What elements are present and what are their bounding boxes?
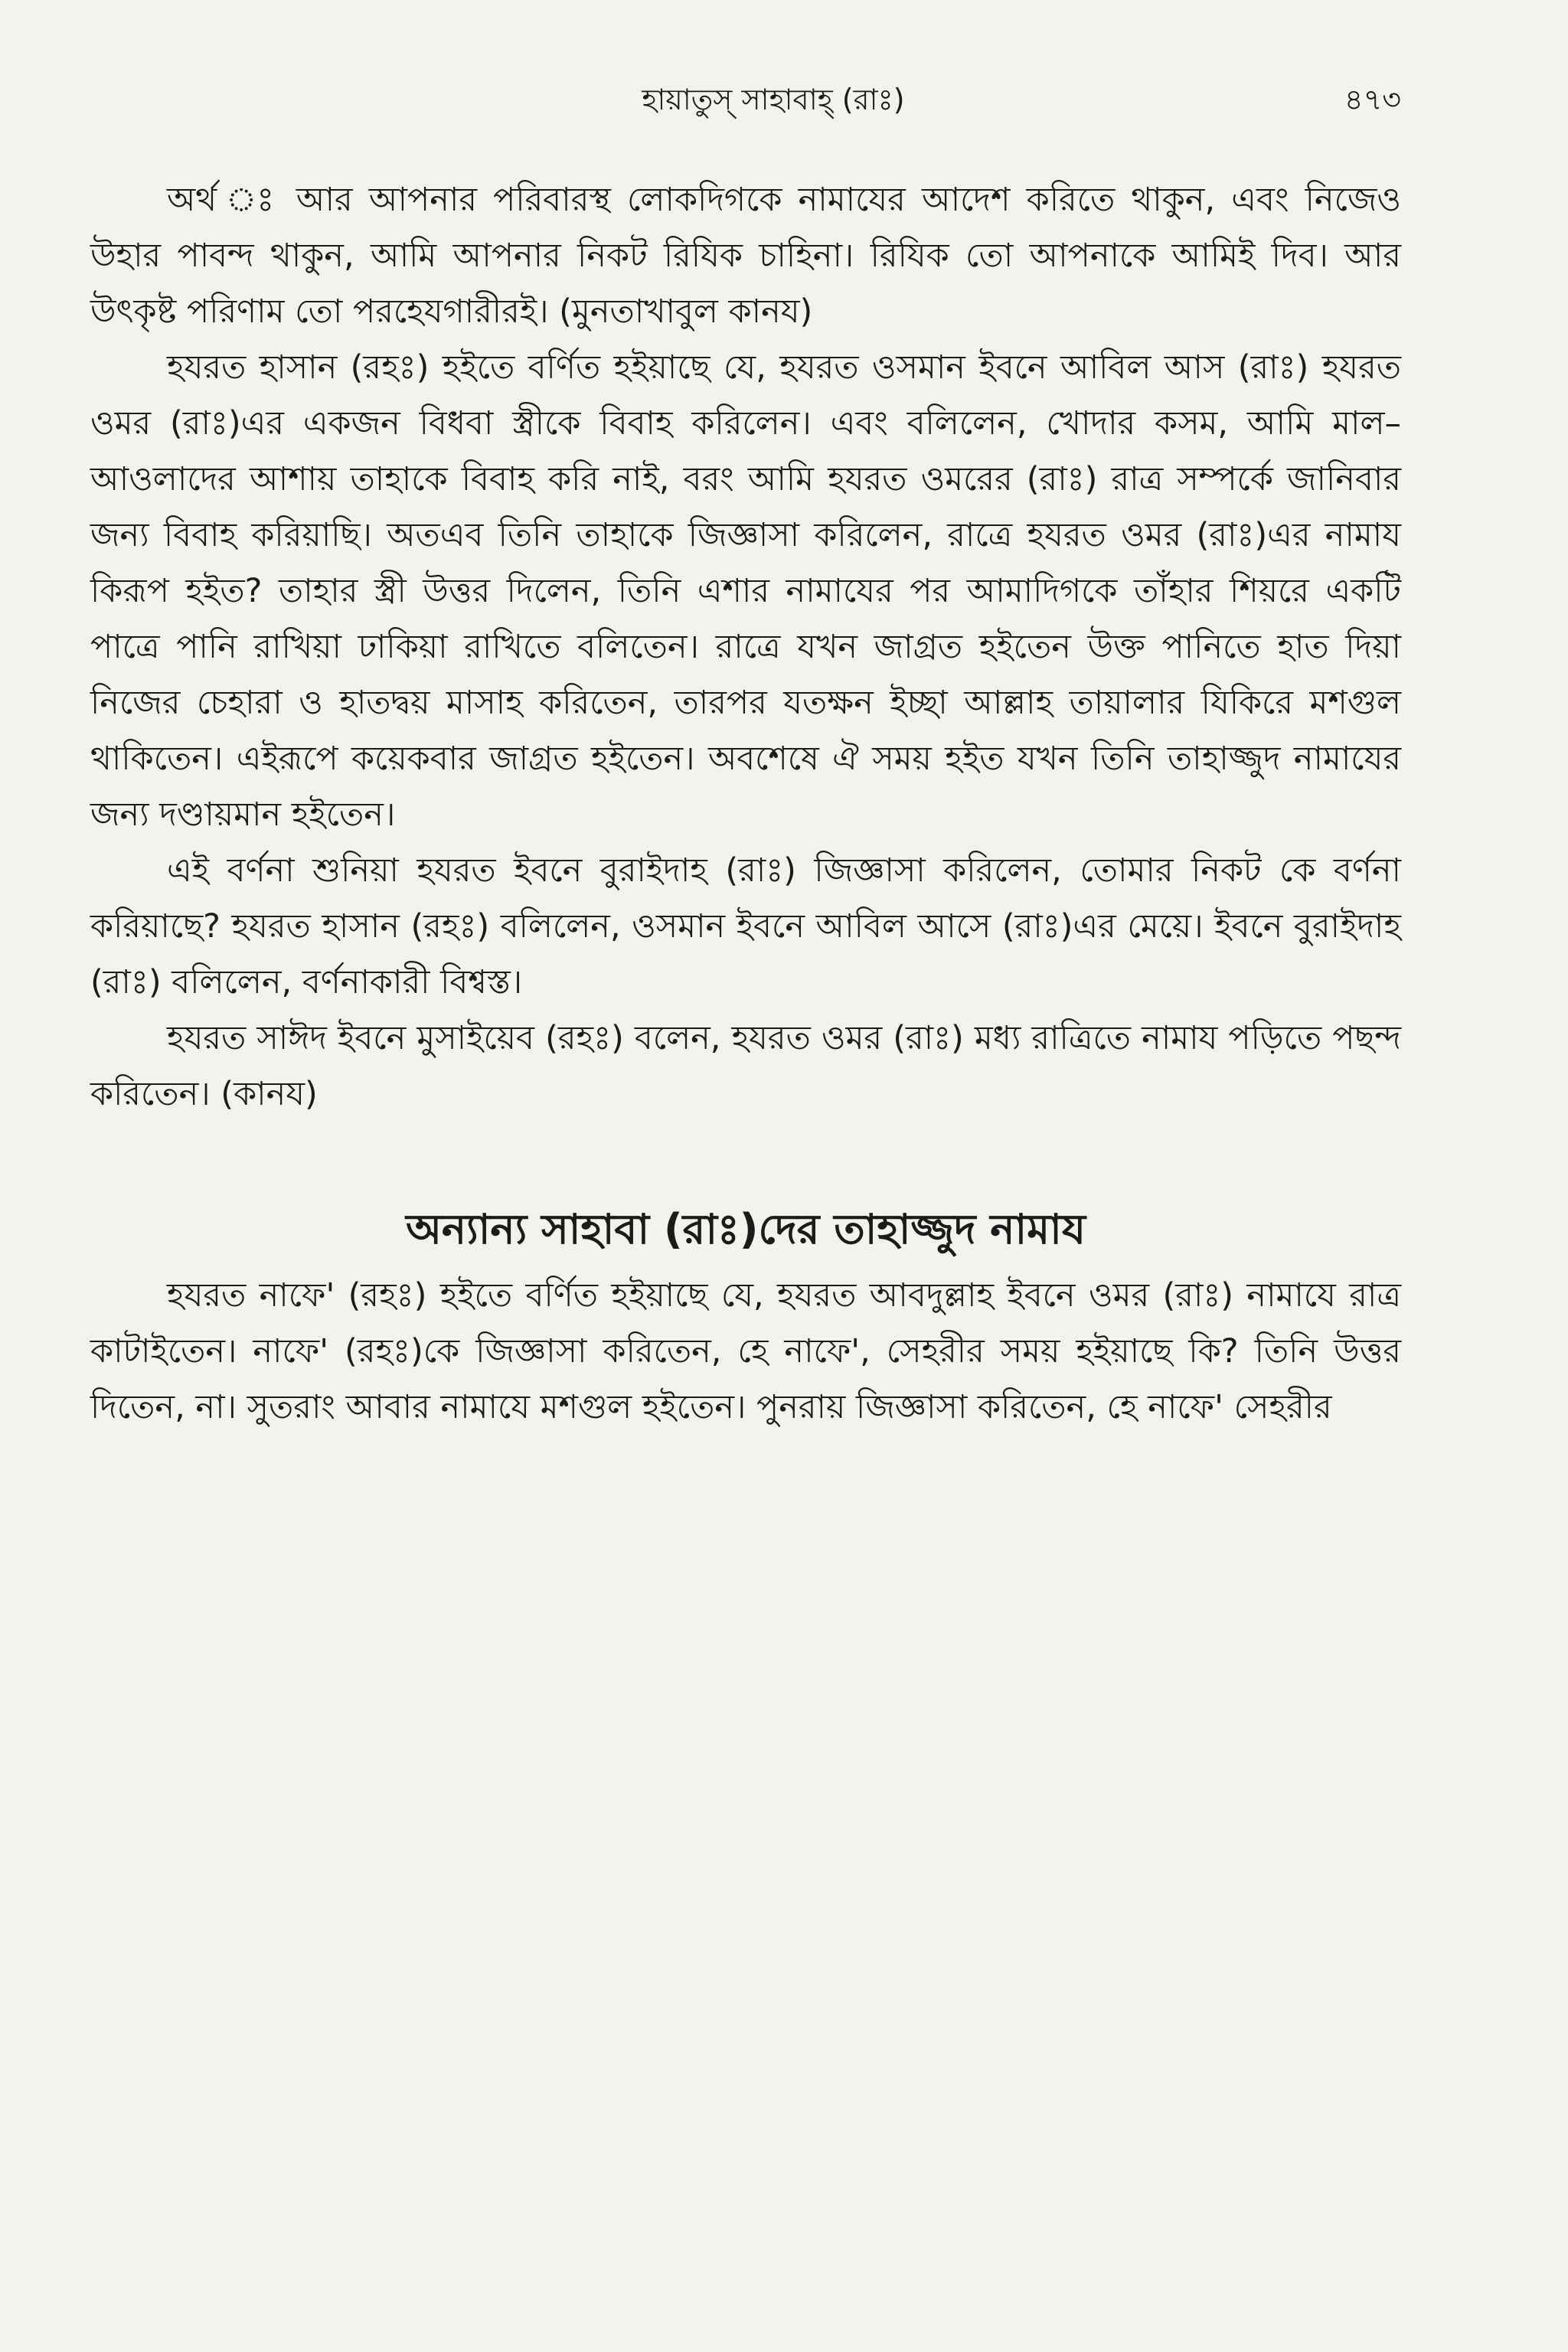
paragraph-ibn-buraidah: এই বর্ণনা শুনিয়া হযরত ইবনে বুরাইদাহ (রাঃ) জিজ্ঞাসা করিলেন, তোমার নিকট কে বর্ণনা করিয়াছে? হযরত হাসান (রহঃ) বলিলেন, ওসমান ইবনে আবিল আসে (রাঃ)এর মেয়ে। ইবনে বুরাইদাহ (রাঃ) বলিলেন, বর্ণনাকারী বিশ্বস্ত।: [90, 851, 1401, 1001]
page-body: [90, 172, 1401, 1436]
paragraph-nafe-narration: হযরত নাফে' (রহঃ) হইতে বর্ণিত হইয়াছে যে, হযরত আবদুল্লাহ ইবনে ওমর (রাঃ) নামাযে রাত্র কাটাইতেন। নাফে' (রহঃ)কে জিজ্ঞাসা করিতেন, হে নাফে', সেহরীর সময় হইয়াছে কি? তিনি উত্তর দিতেন, না। সুতরাং আবার নামাযে মশগুল হইতেন। পুনরায় জিজ্ঞাসা করিতেন, হে নাফে' সেহরীর: [90, 1276, 1401, 1426]
section-heading: অন্যান্য সাহাবা (রাঃ)দের তাহাজ্জুদ নামায: [406, 1205, 1086, 1253]
paragraph-hasan-narration: হযরত হাসান (রহঃ) হইতে বর্ণিত হইয়াছে যে, হযরত ওসমান ইবনে আবিল আস (রাঃ) হযরত ওমর (রাঃ)এর একজন বিধবা স্ত্রীকে বিবাহ করিলেন। এবং বলিলেন, খোদার কসম, আমি মাল–আওলাদের আশায় তাহাকে বিবাহ করি নাই, বরং আমি হযরত ওমরের (রাঃ) রাত্র সম্পর্কে জানিবার জন্য বিবাহ করিয়াছি। অতএব তিনি তাহাকে জিজ্ঞাসা করিলেন, রাত্রে হযরত ওমর (রাঃ)এর নামায কিরূপ হইত? তাহার স্ত্রী উত্তর দিলেন, তিনি এশার নামাযের পর আমাদিগকে তাঁহার শিয়রে একটি পাত্রে পানি রাখিয়া ঢাকিয়া রাখিতে বলিতেন। রাত্রে যখন জাগ্রত হইতেন উক্ত পানিতে হাত দিয়া নিজের চেহারা ও হাতদ্বয় মাসাহ করিতেন, তারপর যতক্ষন ইচ্ছা আল্লাহ তায়ালার যিকিরে মশগুল থাকিতেন। এইরূপে কয়েকবার জাগ্রত হইতেন। অবশেষে ঐ সময় হইত যখন তিনি তাহাজ্জুদ নামাযের জন্য দণ্ডায়মান হইতেন।: [90, 348, 1401, 834]
paragraph-meaning: অর্থ ঃ আর আপনার পরিবারস্থ লোকদিগকে নামাযের আদেশ করিতে থাকুন, এবং নিজেও উহার পাবন্দ থাকুন, আমি আপনার নিকট রিযিক চাহিনা। রিযিক তো আপনাকে আমিই দিব। আর উৎকৃষ্ট পরিণাম তো পরহেযগারীরই। (মুনতাখাবুল কানয): [90, 181, 1401, 331]
paragraph-saeed-ibn-musayyib: হযরত সাঈদ ইবনে মুসাইয়েব (রহঃ) বলেন, হযরত ওমর (রাঃ) মধ্য রাত্রিতে নামায পড়িতে পছন্দ করিতেন। (কানয): [90, 1019, 1401, 1113]
page-number: ৪৭৩: [1344, 83, 1401, 116]
running-title: হায়াতুস্ সাহাবাহ্ (রাঃ): [642, 83, 905, 116]
page-header: [145, 77, 1401, 122]
section-gap: [90, 1122, 1401, 1199]
